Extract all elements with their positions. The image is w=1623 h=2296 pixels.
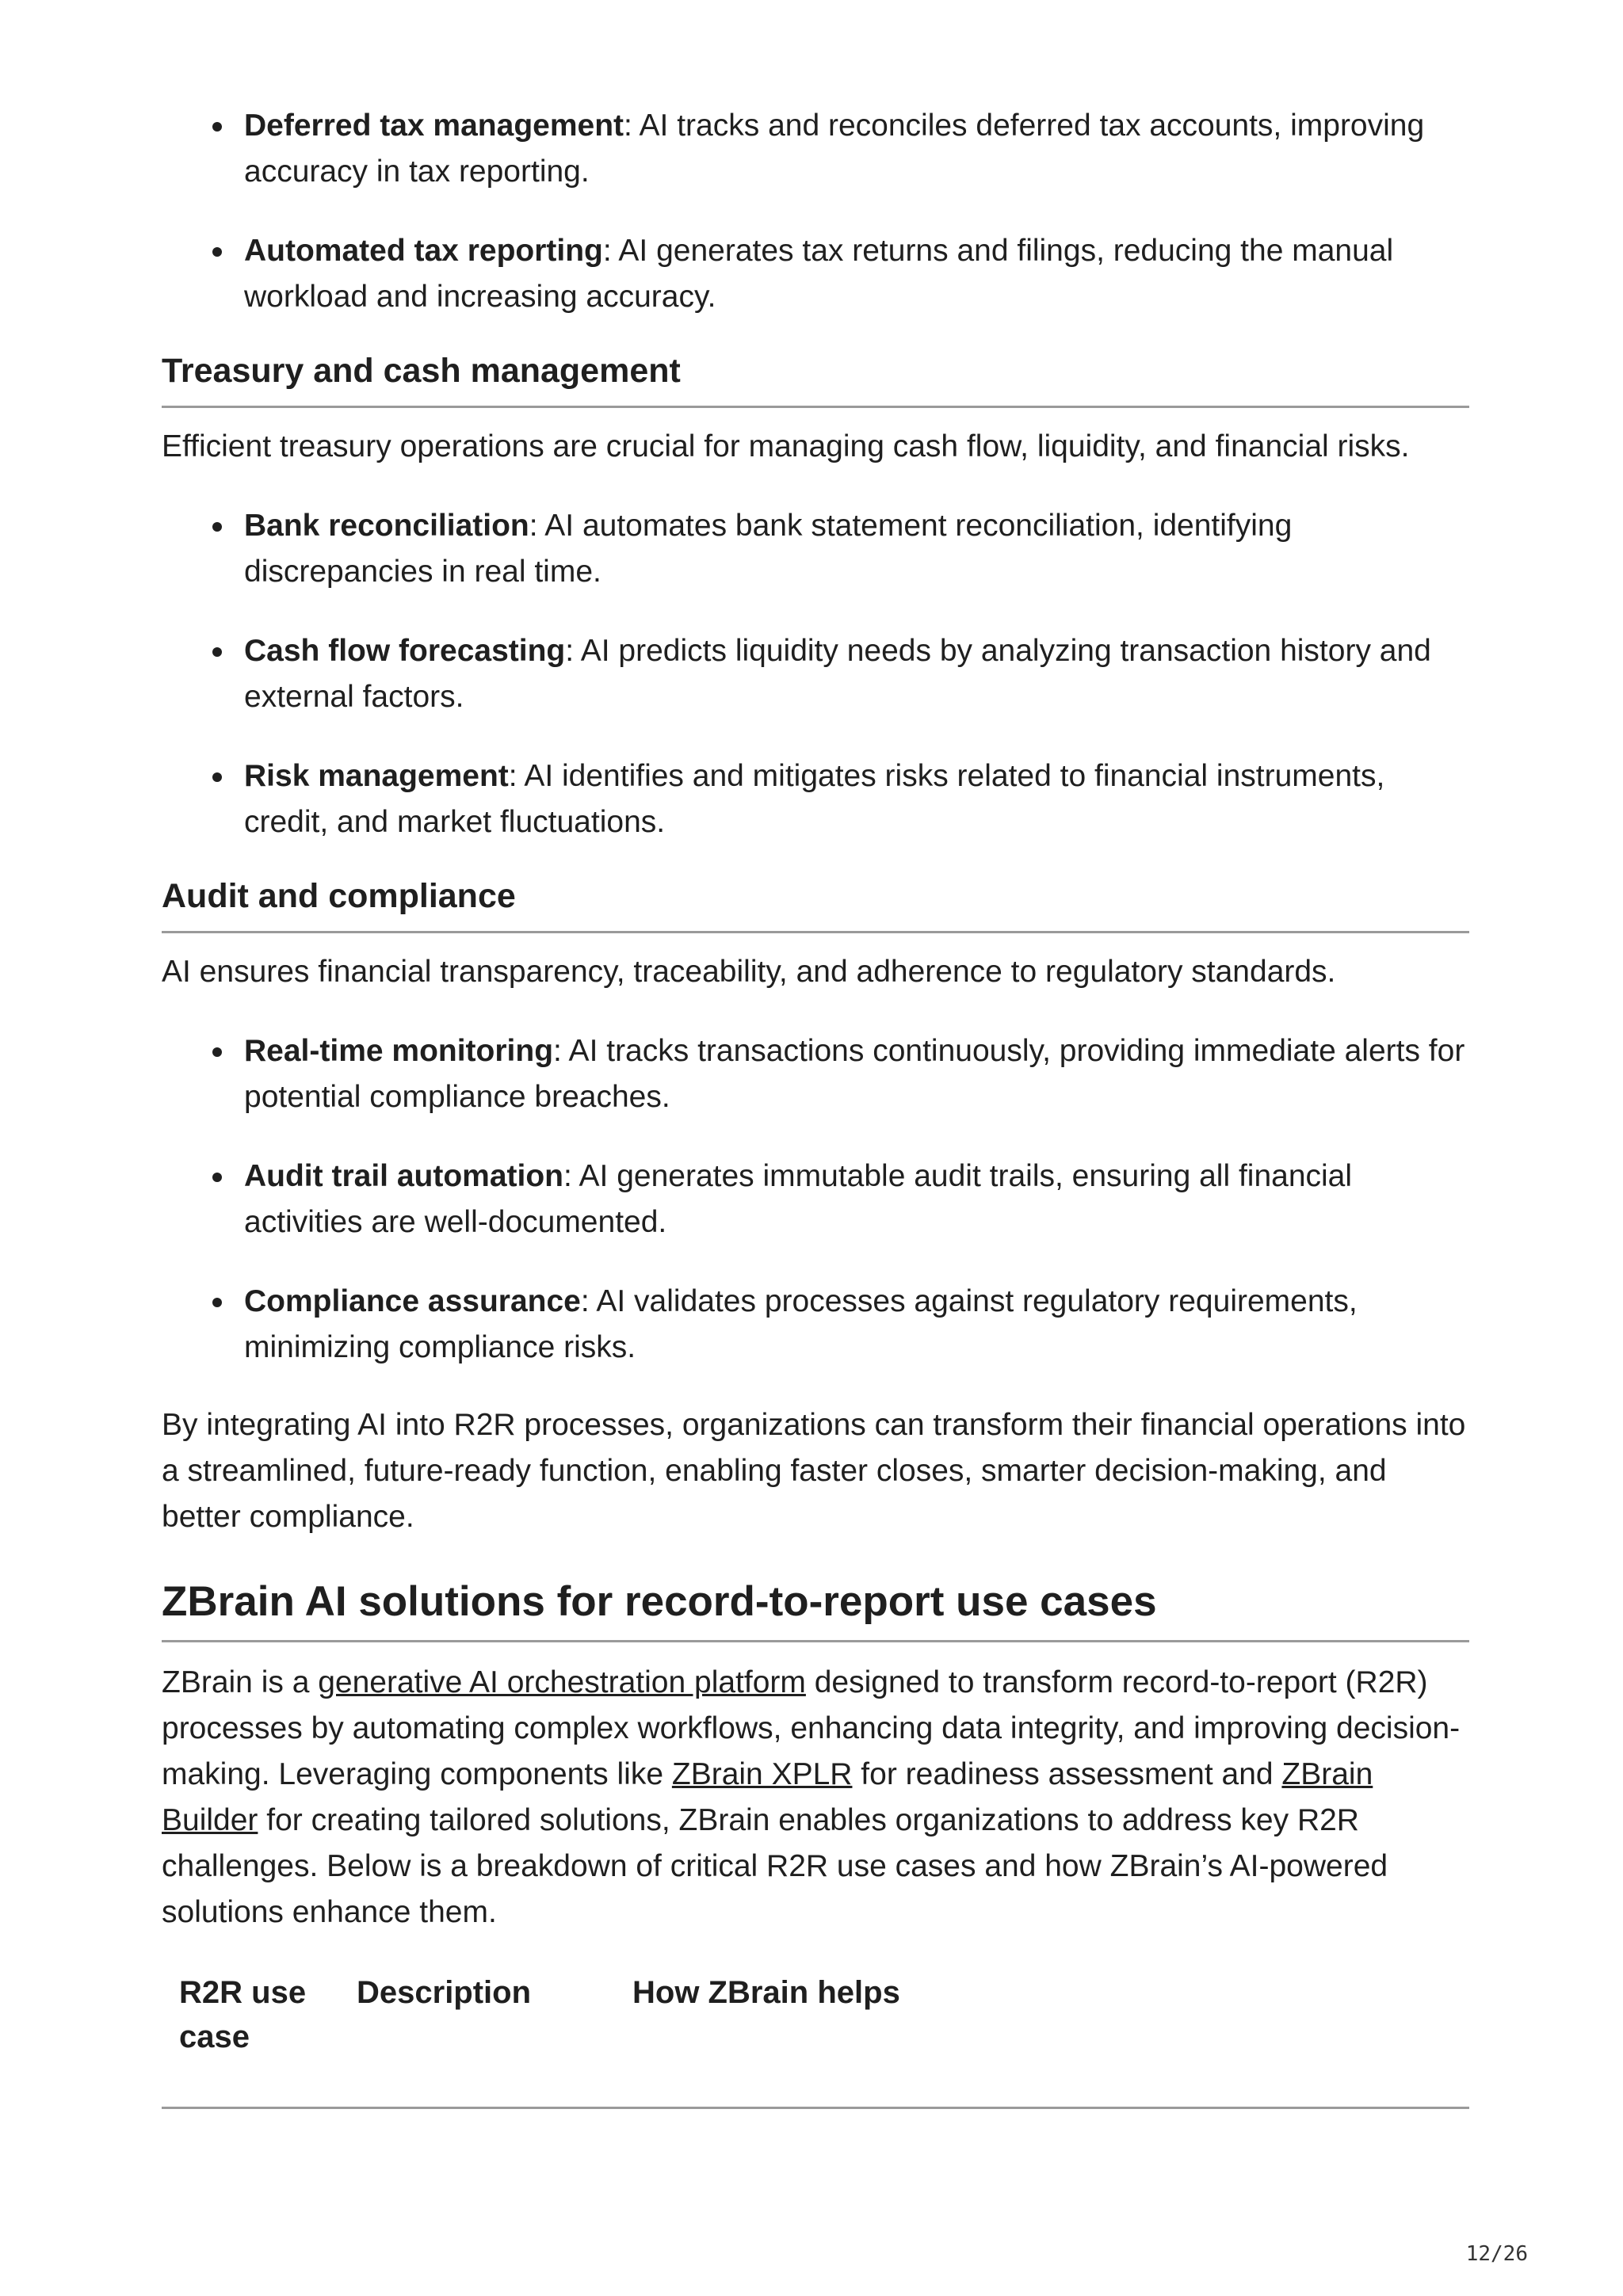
bullet-text: : AI tracks transactions continuously, providing immediate alerts for potential compliance breaches. xyxy=(244,1034,1465,1114)
section-heading-treasury: Treasury and cash management xyxy=(162,349,1469,408)
bullet-term: Compliance assurance xyxy=(244,1284,581,1318)
list-item xyxy=(244,503,1469,595)
list-item xyxy=(244,1279,1469,1371)
bullet-term: Real-time monitoring xyxy=(244,1034,554,1068)
table-header-use-case: R2R use case xyxy=(179,1975,307,2054)
bullet-term: Cash flow forecasting xyxy=(244,634,566,668)
list-item xyxy=(244,1028,1469,1120)
table-header-row xyxy=(162,1970,1469,2109)
bullet-text: : AI tracks and reconciles deferred tax accounts, improving accuracy in tax reporting. xyxy=(244,109,1425,189)
section-heading-zbrain: ZBrain AI solutions for record-to-report use cases xyxy=(162,1575,1469,1642)
audit-bullet-list xyxy=(162,1028,1469,1371)
list-item xyxy=(244,1154,1469,1245)
link-zbrain-xplr[interactable]: ZBrain XPLR xyxy=(671,1757,853,1791)
bullet-term: Risk management xyxy=(244,759,509,793)
list-item xyxy=(244,628,1469,720)
document-page xyxy=(162,103,1469,2109)
link-zbrain-builder[interactable]: ZBrain Builder xyxy=(162,1757,1373,1837)
closing-paragraph: By integrating AI into R2R processes, organizations can transform their financial operations into a streamlined, future-ready function, enabling faster closes, smarter decision-making, and better compliance. xyxy=(162,1408,1466,1534)
bullet-term: Audit trail automation xyxy=(244,1159,563,1193)
zbrain-text-part3: for readiness assessment and xyxy=(852,1757,1282,1791)
bullet-text: : AI predicts liquidity needs by analyzing transaction history and external factors. xyxy=(244,634,1431,714)
zbrain-text-part1: ZBrain is a xyxy=(162,1665,319,1699)
bullet-term: Deferred tax management xyxy=(244,109,624,143)
bullet-term: Bank reconciliation xyxy=(244,509,529,543)
bullet-text: : AI identifies and mitigates risks related to financial instruments, credit, and market fluctuations. xyxy=(244,759,1385,839)
list-item xyxy=(244,228,1469,320)
zbrain-text-part2: designed to transform record-to-report (R2R) processes by automating complex workflows, enhancing data integrity, and improving decision-making. Leveraging components like xyxy=(162,1665,1461,1791)
bullet-text: : AI validates processes against regulatory requirements, minimizing compliance risks. xyxy=(244,1284,1358,1364)
section-heading-audit: Audit and compliance xyxy=(162,874,1469,933)
bullet-text: : AI automates bank statement reconciliation, identifying discrepancies in real time. xyxy=(244,509,1293,589)
table-header-description: Description xyxy=(357,1975,532,2010)
link-generative-ai-platform[interactable]: generative AI orchestration platform xyxy=(318,1665,806,1699)
intro-bullet-list xyxy=(162,103,1469,320)
list-item xyxy=(244,103,1469,195)
table-header-how-zbrain-helps: How ZBrain helps xyxy=(632,1975,900,2010)
treasury-intro: Efficient treasury operations are crucial for managing cash flow, liquidity, and financial risks. xyxy=(162,429,1410,463)
zbrain-text-part4: for creating tailored solutions, ZBrain enables organizations to address key R2R challenges. Below is a breakdown of critical R2R use cases and how ZBrain’s AI-powered solutions enhance them. xyxy=(162,1803,1388,1929)
bullet-text: : AI generates tax returns and filings, reducing the manual workload and increasing accuracy. xyxy=(244,234,1394,314)
audit-intro: AI ensures financial transparency, traceability, and adherence to regulatory standards. xyxy=(162,955,1336,989)
page-number: 12/26 xyxy=(1465,2242,1528,2266)
treasury-bullet-list xyxy=(162,503,1469,845)
list-item xyxy=(244,753,1469,845)
zbrain-paragraph xyxy=(162,1660,1469,1936)
bullet-text: : AI generates immutable audit trails, ensuring all financial activities are well-documented. xyxy=(244,1159,1353,1239)
bullet-term: Automated tax reporting xyxy=(244,234,603,268)
